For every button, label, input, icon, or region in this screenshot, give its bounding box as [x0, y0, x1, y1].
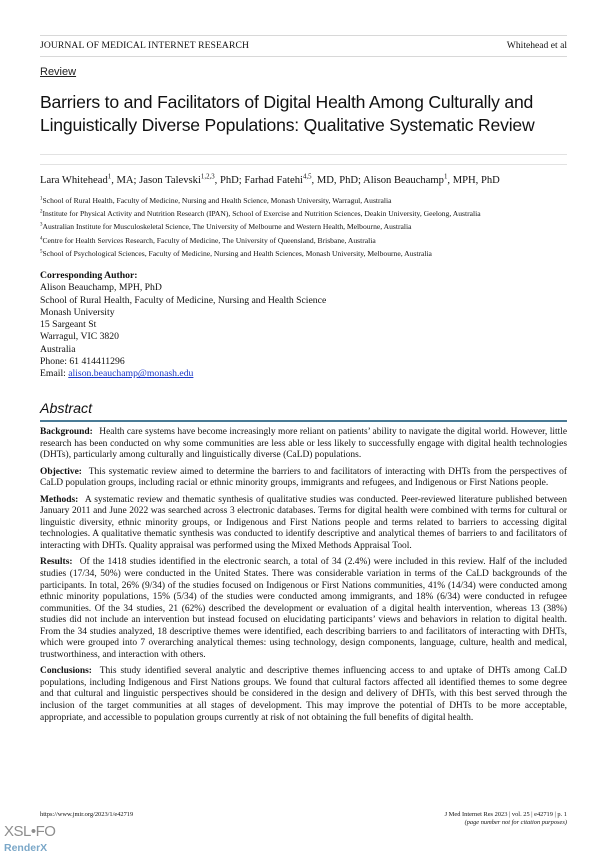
author-name: Lara Whitehead — [40, 175, 108, 186]
citation-note: (page number not for citation purposes) — [464, 819, 567, 826]
author-affil: 4,5 — [302, 173, 312, 181]
affiliation — [40, 207, 570, 220]
author-list — [40, 175, 570, 186]
article-title: Barriers to and Facilitators of Digital Health Among Culturally and Linguistically Diverse Populations: Qualitative Systematic Review — [40, 92, 535, 135]
corresponding-line: Warragul, VIC 3820 — [40, 331, 119, 343]
section-label: Conclusions: — [40, 666, 92, 677]
affiliation-text: School of Rural Health, Faculty of Medicine, Nursing and Health Science, Monash University, Warragul, Australia — [42, 196, 392, 205]
corresponding-author — [40, 270, 326, 381]
affiliation-list — [40, 194, 570, 260]
footer-citation — [445, 811, 567, 827]
author-name: Alison Beauchamp — [363, 175, 444, 186]
section-label: Methods: — [40, 494, 79, 505]
journal-name: JOURNAL OF MEDICAL INTERNET RESEARCH — [40, 40, 249, 51]
affiliation — [40, 247, 570, 260]
affiliation-number: 5 — [40, 249, 43, 255]
section-label: Objective: — [40, 466, 82, 477]
affiliation-number: 1 — [40, 196, 43, 202]
section-text: Of the 1418 studies identified in the electronic search, a total of 34 (2.4%) were included in this review. Half of the included studies (17/34, 50%) were conducted in the United States. There was considerable variation in terms of the CaLD backgrounds of the participants. In total, 26% (9/34) of the studies focused on Indigenous or First Nations communities, 41% (14/34) were conducted among ethnic minority populations, 15% (5/34) of the studies were conducted among immigrants, and 18% (6/34) were conducted in refugee communities. Of the 34 studies, 21 (62%) described the development or evaluation of a digital health intervention, whereas 13 (38%) studies did not include an intervention but instead focused on elucidating participants’ views and behaviors in relation to digital health. From the 34 studies analyzed, 18 descriptive themes were identified, each describing barriers to and facilitators of interacting with DHTs, which were grouped into 7 overarching analytical themes: using technology, design components, language, culture, health and medical, trustworthiness, and interaction with others. — [40, 557, 568, 660]
abstract-rule — [40, 420, 567, 422]
abstract-methods — [40, 495, 567, 553]
author-name: Jason Talevski — [139, 175, 201, 186]
abstract-conclusions — [40, 666, 567, 724]
author-name: Farhad Fatehi — [244, 175, 303, 186]
author-affil: 1,2,3 — [200, 173, 215, 181]
affiliation-number: 3 — [40, 222, 43, 228]
abstract-body — [40, 427, 567, 729]
xslfo-logo: XSL•FO — [4, 823, 56, 840]
affiliation-text: Australian Institute for Musculoskeletal Science, The University of Melbourne and Western Health, Melbourne, Australia — [42, 222, 412, 232]
affiliation-number: 2 — [40, 209, 43, 215]
section-text: A systematic review and thematic synthesis of qualitative studies was conducted. Peer-reviewed literature published between January 2011 and June 2022 was searched across 3 electronic databases. Terms for digital health were combined with terms for cultural or linguistic diversity, ethnic minority groups, or Indigenous and First Nations people and terms related to barriers to accessing digital technologies. A qualitative thematic synthesis was conducted to identify descriptive and analytical themes of barriers to and facilitators of interacting with DHTs. Quality appraisal was performed using the Mixed Methods Appraisal Tool. — [40, 494, 567, 551]
affiliation-number: 4 — [40, 236, 43, 242]
section-text: This study identified several analytic and descriptive themes influencing access to and uptake of DHTs among CaLD populations, including Indigenous and First Nations groups. We found that cultural factors affected all identified themes to some degree and that cultural and linguistic perspectives should be considered in the design and delivery of DHTs, with this best served through the inclusion of the target communities at all stages of development. This may improve the potential of DHTs to be more acceptable, appropriate, and accessible to population groups currently at risk of not obtaining the full benefits of digital health. — [40, 666, 567, 723]
title-rule-2 — [40, 164, 567, 165]
corresponding-line: 15 Sargeant St — [40, 319, 97, 331]
running-author: Whitehead et al — [506, 40, 567, 51]
section-text: Health care systems have become increasingly more reliant on patients’ ability to navigate the digital world. However, little research has been conducted on why some communities are less able or less likely to successfully engage with digital health technologies (DHTs), particularly among culturally and linguistically diverse (CaLD) populations. — [40, 427, 568, 461]
corresponding-line: Alison Beauchamp, MPH, PhD — [40, 282, 162, 294]
abstract-results — [40, 557, 567, 661]
corresponding-line: Phone: 61 414411296 — [40, 356, 125, 368]
author-degrees: , MD, PhD; — [311, 175, 364, 186]
header-rule-top — [40, 35, 567, 36]
author-degrees: , MPH, PhD — [447, 175, 500, 186]
corresponding-line: Monash University — [40, 306, 115, 318]
affiliation-text: School of Psychological Sciences, Faculty of Medicine, Nursing and Health Sciences, Monash University, Melbourne, Australia — [42, 248, 432, 258]
affiliation — [40, 194, 570, 207]
title-rule — [40, 154, 567, 155]
corresponding-line: Australia — [40, 343, 76, 355]
affiliation-text: Institute for Physical Activity and Nutrition Research (IPAN), School of Exercise and Nutrition Sciences, Deakin University, Geelong, Australia — [42, 209, 481, 219]
affiliation — [40, 234, 570, 247]
corresponding-label: Corresponding Author: — [40, 270, 138, 281]
header-rule-bottom — [40, 56, 567, 57]
renderx-logo: RenderX — [4, 842, 48, 854]
affiliation — [40, 220, 570, 233]
abstract-heading: Abstract — [40, 401, 93, 417]
abstract-objective — [40, 467, 567, 490]
corresponding-line: School of Rural Health, Faculty of Medicine, Nursing and Health Science — [40, 294, 327, 306]
author-affil: 1 — [107, 173, 112, 181]
citation-text: J Med Internet Res 2023 | vol. 25 | e42719 | p. 1 — [444, 811, 567, 818]
section-label: Results: — [40, 557, 73, 568]
email-link[interactable]: alison.beauchamp@monash.edu — [68, 368, 194, 380]
author-affil: 1 — [443, 173, 448, 181]
affiliation-text: Centre for Health Services Research, Faculty of Medicine, The University of Queensland, Brisbane, Australia — [42, 235, 376, 245]
section-label: Background: — [40, 427, 93, 437]
abstract-background — [40, 427, 567, 462]
footer-url[interactable]: https://www.jmir.org/2023/1/e42719 — [40, 811, 134, 818]
author-degrees: , PhD; — [214, 175, 245, 186]
article-type: Review — [40, 66, 77, 78]
section-text: This systematic review aimed to determine the barriers to and facilitators of interacting with DHTs from the perspectives of CaLD population groups, including racial or ethnic minority groups, immigrants and refugees, and Indigenous or First Nations people. — [40, 466, 567, 489]
email-label: Email: — [40, 368, 69, 380]
author-degrees: , MA; — [111, 175, 140, 186]
